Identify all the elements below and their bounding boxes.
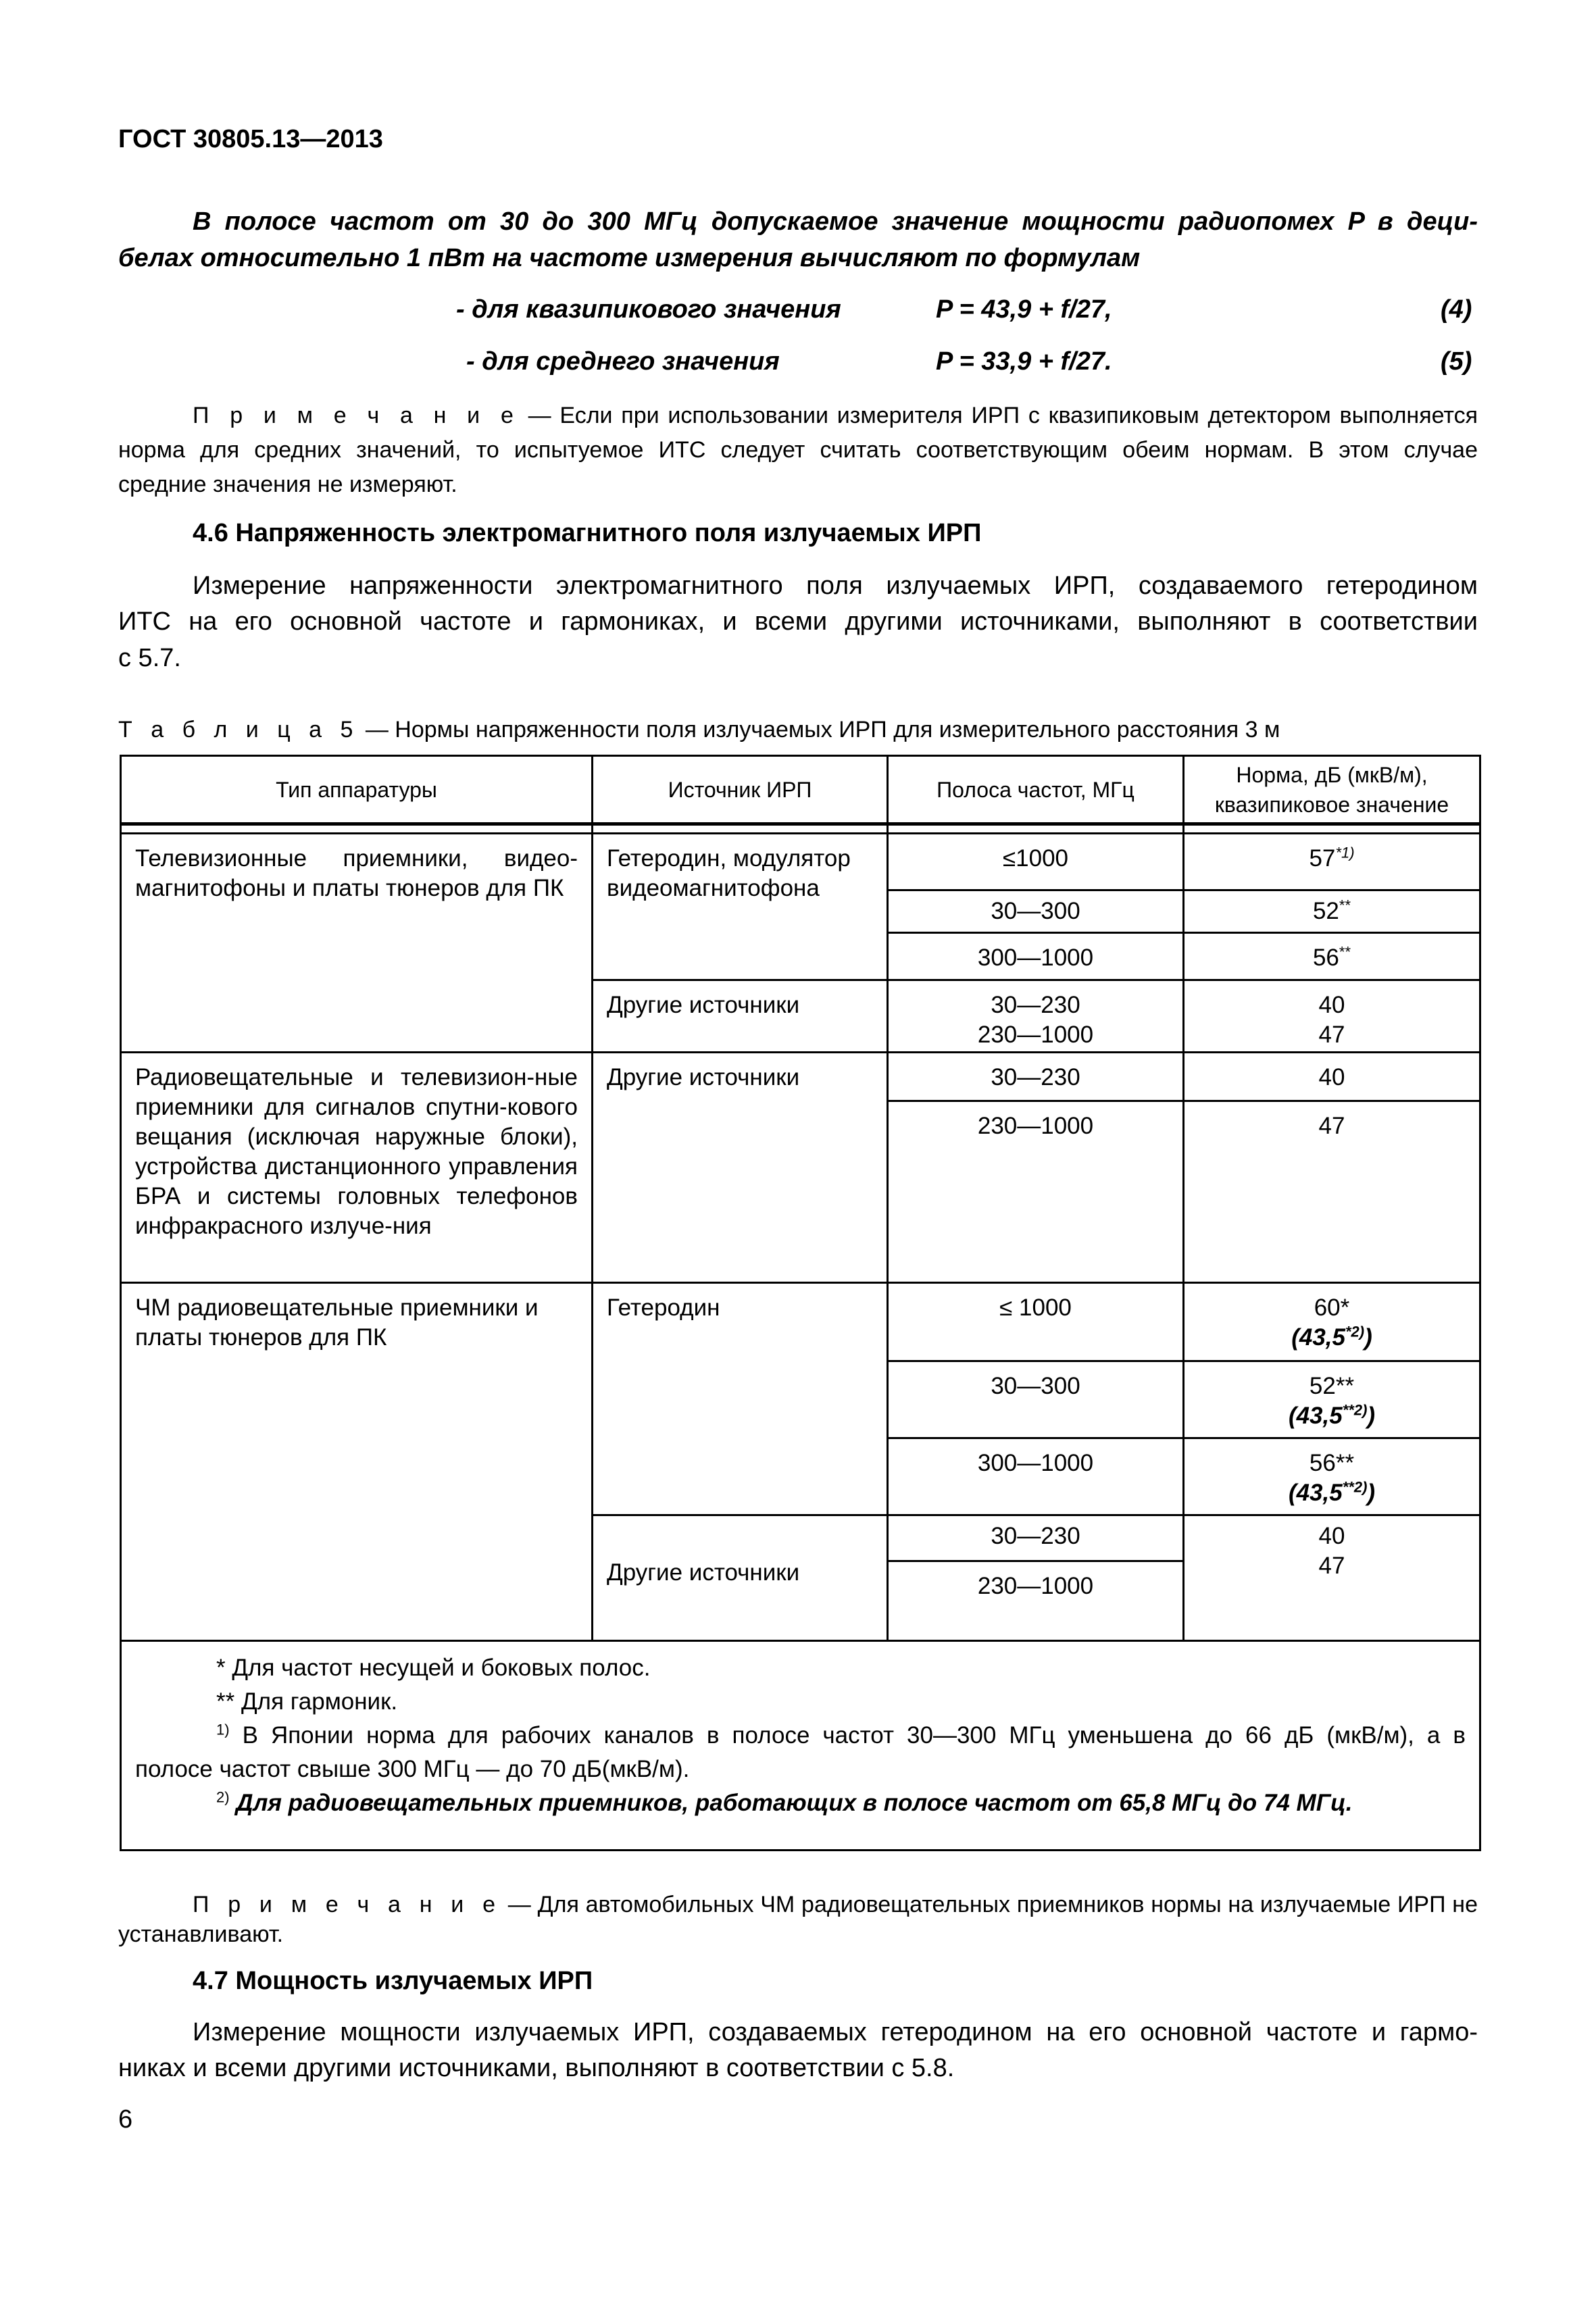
- header-norm: [1184, 756, 1480, 824]
- section-4-6-line-3: с 5.7.: [118, 644, 181, 672]
- alt-close: ): [1364, 1324, 1372, 1351]
- norm-value: 56**: [1309, 1450, 1355, 1476]
- section-4-7-line-2: никах и всеми другими источниками, выполняют в соответствии с 5.8.: [118, 2054, 955, 2082]
- footnote-4: [135, 1786, 1466, 1820]
- footnote-3: [135, 1719, 1466, 1753]
- g3-band: 30—230: [888, 1515, 1184, 1561]
- g2-band: 230—1000: [888, 1101, 1184, 1283]
- header-source: Источник ИРП: [593, 756, 888, 824]
- table-caption-text: — Нормы напряженности поля излучаемых ИРП для измерительного расстояния 3 м: [359, 717, 1280, 743]
- note-text: — Если при использовании измерителя ИРП с квазипиковым детектором выполняется: [519, 403, 1478, 428]
- table-header-row: [121, 756, 1480, 824]
- note-prefix: П р и м е ч а н и е: [193, 1892, 501, 1917]
- document-id: ГОСТ 30805.13—2013: [118, 125, 383, 153]
- g3-norm: [1184, 1438, 1480, 1515]
- g2-type: Радиовещательные и телевизион-ные приемники для сигналов спутни-кового вещания (исключая наружные блоки), устройства дистанционного управления БРА и системы головных телефонов инфракрасного излуче-ния: [121, 1053, 593, 1283]
- g1-band: [888, 980, 1184, 1053]
- formula-5-number: (5): [1441, 347, 1472, 376]
- norm-value: 40: [1318, 992, 1345, 1018]
- header-separator: [121, 824, 1480, 834]
- g1-type: Телевизионные приемники, видео-магнитофоны и платы тюнеров для ПК: [121, 834, 593, 1053]
- g1-band: 300—1000: [888, 933, 1184, 980]
- alt-sup: **2): [1342, 1478, 1368, 1496]
- table-row: [121, 1283, 1480, 1361]
- intro-line-2: белах относительно 1 пВт на частоте измерения вычисляют по формулам: [118, 244, 1141, 272]
- norm-sup: *1): [1335, 844, 1355, 861]
- band-value: 30—230: [991, 992, 1080, 1018]
- g1-norm: [1184, 933, 1480, 980]
- section-4-7-line-1: Измерение мощности излучаемых ИРП, создаваемых гетеродином на его основной частоте и гармо-: [193, 2018, 1478, 2046]
- footnote-3-cont: полосе частот свыше 300 МГц — до 70 дБ(мкВ/м).: [135, 1756, 690, 1782]
- note-2-line-2: устанавливают.: [118, 1921, 284, 1947]
- page-number: 6: [118, 2105, 133, 2134]
- footnotes-row: [121, 1641, 1480, 1851]
- header-norm-line-2: квазипиковое значение: [1214, 792, 1449, 817]
- g3-source-1: Гетеродин: [593, 1283, 888, 1515]
- g1-norm: [1184, 890, 1480, 933]
- footnote-4-marker: 2): [216, 1788, 230, 1806]
- header-band: Полоса частот, МГц: [888, 756, 1184, 824]
- g2-norm: 40: [1184, 1053, 1480, 1101]
- note-text: — Для автомобильных ЧМ радиовещательных приемников нормы на излучаемые ИРП не: [501, 1892, 1478, 1917]
- footnote-1: * Для частот несущей и боковых полос.: [216, 1655, 651, 1681]
- alt-value: (43,5: [1291, 1324, 1345, 1351]
- note-2-line-1: [193, 1888, 1478, 1921]
- alt-value: (43,5: [1288, 1403, 1343, 1429]
- section-4-6-line-2: ИТС на его основной частоте и гармониках, и всеми другими источниками, выполняют в соответствии: [118, 607, 1478, 636]
- header-type: Тип аппаратуры: [121, 756, 593, 824]
- norm-alt: [1198, 1323, 1466, 1353]
- norm-sup: **: [1339, 943, 1351, 961]
- norm-value: 47: [1318, 1553, 1345, 1579]
- g2-norm: 47: [1184, 1101, 1480, 1283]
- g1-norm: [1184, 980, 1480, 1053]
- table-caption-prefix: Т а б л и ц а 5: [118, 717, 359, 743]
- section-4-6-heading: 4.6 Напряженность электромагнитного поля излучаемых ИРП: [193, 519, 982, 547]
- table-row: [121, 1053, 1480, 1101]
- g3-source-2: Другие источники: [593, 1515, 888, 1641]
- formula-5-label: - для среднего значения: [466, 347, 780, 376]
- formula-5-expr: P = 33,9 + f/27.: [936, 347, 1112, 376]
- g3-band: 30—300: [888, 1361, 1184, 1438]
- norm-value: 60*: [1314, 1294, 1350, 1321]
- footnote-4-text: Для радиовещательных приемников, работающих в полосе частот от 65,8 МГц до 74 МГц.: [229, 1790, 1353, 1816]
- norm-value: 52**: [1309, 1373, 1355, 1399]
- g1-band: 30—300: [888, 890, 1184, 933]
- norm-value: 47: [1318, 1022, 1345, 1048]
- note-1-line-1: [193, 399, 1478, 432]
- table-row: [121, 834, 1480, 890]
- g1-band: ≤1000: [888, 834, 1184, 890]
- band-value: 230—1000: [977, 1022, 1094, 1048]
- g1-source-1: Гетеродин, модулятор видеомагнитофона: [593, 834, 888, 980]
- alt-sup: **2): [1342, 1401, 1368, 1419]
- section-4-6-line-1: Измерение напряженности электромагнитного поля излучаемых ИРП, создаваемого гетеродином: [193, 572, 1478, 600]
- header-norm-line-1: Норма, дБ (мкВ/м),: [1236, 762, 1428, 787]
- note-1-line-2: норма для средних значений, то испытуемое ИТС следует считать соответствующим обеим нормам. В этом случае: [118, 437, 1478, 463]
- alt-close: ): [1367, 1403, 1376, 1429]
- note-1-line-3: средние значения не измеряют.: [118, 472, 457, 497]
- norm-alt: [1198, 1478, 1466, 1508]
- footnotes: [121, 1641, 1480, 1851]
- footnote-3-marker: 1): [216, 1721, 230, 1738]
- g3-norm: [1184, 1361, 1480, 1438]
- formula-4-expr: P = 43,9 + f/27,: [936, 295, 1112, 324]
- g1-source-2: Другие источники: [593, 980, 888, 1053]
- g3-band: ≤ 1000: [888, 1283, 1184, 1361]
- note-prefix: П р и м е ч а н и е: [193, 403, 520, 428]
- g3-norm: [1184, 1515, 1480, 1641]
- norm-value: 57: [1309, 845, 1336, 872]
- g3-norm: [1184, 1283, 1480, 1361]
- norm-value: 40: [1318, 1523, 1345, 1549]
- table-caption: [118, 713, 1280, 747]
- g3-type: ЧМ радиовещательные приемники и платы тюнеров для ПК: [121, 1283, 593, 1641]
- alt-value: (43,5: [1288, 1480, 1343, 1506]
- norm-value: 52: [1312, 898, 1339, 924]
- formula-4-label: - для квазипикового значения: [456, 295, 841, 324]
- norm-alt: [1198, 1401, 1466, 1431]
- norms-table: [120, 755, 1481, 1851]
- norm-value: 56: [1312, 945, 1339, 971]
- g2-band: 30—230: [888, 1053, 1184, 1101]
- alt-close: ): [1367, 1480, 1376, 1506]
- section-4-7-heading: 4.7 Мощность излучаемых ИРП: [193, 1967, 593, 1995]
- norm-sup: **: [1339, 897, 1351, 914]
- alt-sup: *2): [1345, 1323, 1365, 1340]
- intro-line-1: В полосе частот от 30 до 300 МГц допускаемое значение мощности радиопомех P в деци-: [193, 207, 1478, 236]
- footnote-3-text: В Японии норма для рабочих каналов в полосе частот 30—300 МГц уменьшена до 66 дБ (мкВ/м), а в: [229, 1722, 1466, 1749]
- g3-band: 230—1000: [888, 1561, 1184, 1641]
- g3-band: 300—1000: [888, 1438, 1184, 1515]
- footnote-2: ** Для гармоник.: [216, 1688, 398, 1715]
- g2-source: Другие источники: [593, 1053, 888, 1283]
- g1-norm: [1184, 834, 1480, 890]
- formula-4-number: (4): [1441, 295, 1472, 324]
